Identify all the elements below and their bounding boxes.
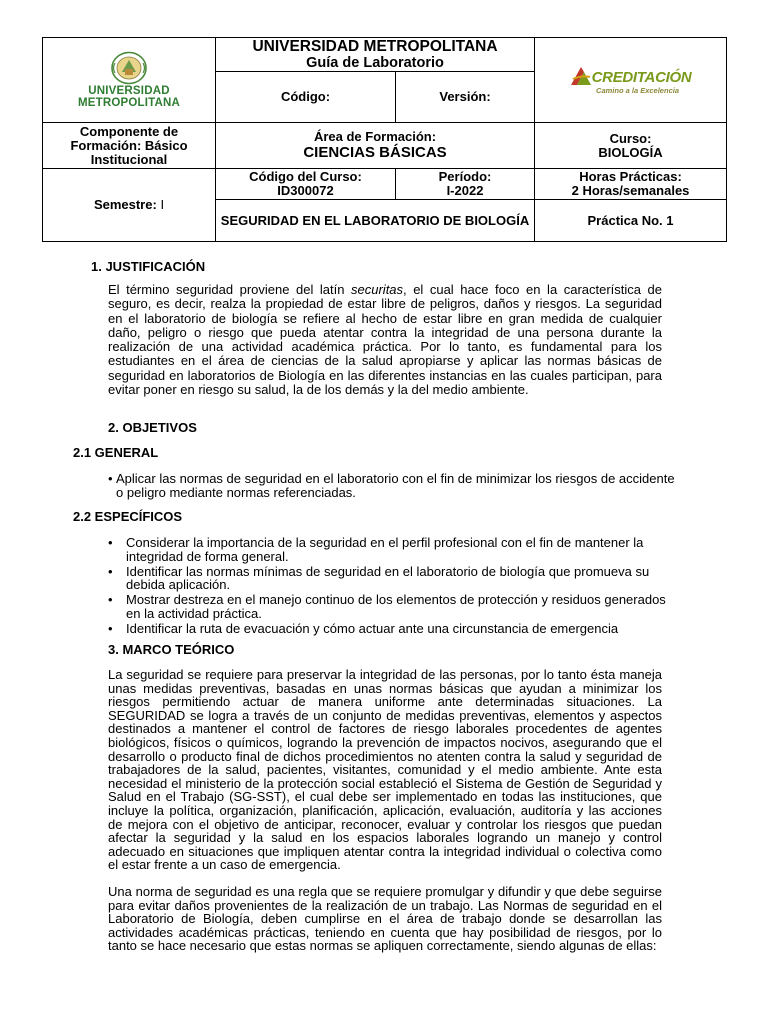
section-2-1-heading: 2.1 GENERAL [73, 445, 159, 460]
specific-objective-text: Considerar la importancia de la seguridad en el perfil profesional con el fin de mantener la integridad de forma general. [126, 535, 644, 564]
section-2-heading: 2. OBJETIVOS [108, 420, 197, 435]
specific-objective-text: Mostrar destreza en el manejo continuo de los elementos de protección y residuos generados en la actividad práctica. [126, 592, 666, 621]
practice-title: SEGURIDAD EN EL LABORATORIO DE BIOLOGÍA [220, 212, 530, 228]
list-bullet: • [108, 563, 113, 579]
marco-teorico-paragraph-2: Una norma de seguridad es una regla que se requiere promulgar y difundir y que debe seguirse para evitar daños provenientes de la realización de un trabajo. Las Normas de seguridad en el Laboratorio de Biología, deben cumplirse en el área de trabajo donde se desarrollan las actividades académicas prácticas, teniendo en cuenta que hay posibilidad de riesgos, por lo tanto se hace necesario que estas normas se apliquen correctamente, siendo algunas de ellas: [108, 884, 662, 954]
university-logo-line1: UNIVERSIDAD [88, 85, 170, 97]
semestre-value: I [160, 197, 165, 212]
marco-teorico-paragraph-1: La seguridad se requiere para preservar la integridad de las personas, por lo tanto ésta maneja unas medidas preventivas, basadas en unas normas básicas que ayudan a minimizar los riesgos permitiendo actuar de manera uniforme ante determinadas situaciones. La SEGURIDAD se logra a través de un conjunto de medidas preventivas, elementos y aspectos destinados a mantener el control de factores de riesgo laborales procedentes de agentes biológicos, físicos o químicos, logrando la prevención de impactos nocivos, asegurando que el desarrollo o producto final de dichos procedimientos no atenten contra la salud y seguridad de trabajadores de la salud, pacientes, visitantes, comunidad y el medio ambiente. Ante esta necesidad el ministerio de la protección social estableció el Sistema de Gestión de Seguridad y Salud en el Trabajo (SG-SST), el cual debe ser implementado en todas las instituciones, que incluye la política, organización, planificación, aplicación, evaluación, auditoría y las acciones de mejora con el objetivo de anticipar, reconocer, evaluar y controlar los riesgos que puedan afectar la seguridad y la salud en los espacios laborales logrando un manejo y control adecuado en situaciones que impliquen atentar contra la integridad individual o colectiva como el estar frente a un caso de emergencia. [108, 667, 662, 873]
general-objective [108, 472, 678, 500]
list-bullet: • [108, 620, 113, 636]
list-item [108, 593, 680, 621]
university-logo-cell [43, 38, 216, 123]
accreditation-logo [538, 66, 723, 95]
curso-label: Curso: [609, 130, 652, 146]
accreditation-logo-text: CREDITACIÓN [591, 68, 692, 86]
practice-title-cell [216, 200, 535, 242]
semestre-label: Semestre: [93, 197, 157, 212]
general-objective-bullet: • [108, 471, 113, 486]
list-bullet: • [108, 592, 113, 608]
componente-cell [43, 123, 216, 169]
horas-label: Horas Prácticas: [579, 169, 682, 184]
codigo-curso-cell [216, 169, 396, 200]
university-crest-icon [110, 51, 148, 85]
area-value: CIENCIAS BÁSICAS [303, 144, 447, 161]
horas-value: 2 Horas/semanales [571, 183, 690, 198]
list-bullet: • [108, 535, 113, 550]
justificacion-text-start: El término seguridad proviene del latín [108, 282, 352, 297]
codigo-curso-label: Código del Curso: [249, 169, 362, 184]
university-logo-line2: METROPOLITANA [77, 97, 181, 109]
semestre-cell [43, 169, 216, 242]
guide-title: Guía de Laboratorio [306, 55, 444, 71]
justificacion-italic-term: securitas [351, 282, 404, 297]
section-2-2-heading: 2.2 ESPECÍFICOS [73, 509, 183, 524]
accreditation-tagline: Camino a la Excelencia [596, 85, 679, 95]
curso-value: BIOLOGÍA [598, 144, 663, 160]
practice-number: Práctica No. 1 [587, 212, 674, 228]
version-label: Versión: [439, 89, 491, 104]
list-item [108, 565, 680, 593]
codigo-label: Código: [280, 89, 331, 104]
accreditation-logo-cell [535, 38, 727, 123]
codigo-cell [216, 72, 396, 123]
university-name: UNIVERSIDAD METROPOLITANA [252, 38, 498, 55]
horas-cell [535, 169, 727, 200]
specific-objective-text: Identificar la ruta de evacuación y cómo actuar ante una circunstancia de emergencia [126, 620, 619, 636]
section-1-heading: 1. JUSTIFICACIÓN [91, 259, 206, 274]
specific-objective-text: Identificar las normas mínimas de seguridad en el laboratorio de biología que promueva su debida aplicación. [126, 563, 650, 593]
university-title-cell [216, 38, 535, 72]
section-3-heading: 3. MARCO TEÓRICO [108, 642, 235, 657]
periodo-cell [396, 169, 535, 200]
codigo-curso-value: ID300072 [277, 183, 334, 198]
periodo-label: Período: [438, 169, 492, 184]
header-table [42, 37, 727, 242]
area-cell [216, 123, 535, 169]
general-objective-text: Aplicar las normas de seguridad en el laboratorio con el fin de minimizar los riesgos de accidente o peligro mediante normas referenciadas. [116, 471, 675, 500]
area-label: Área de Formación: [313, 129, 437, 144]
university-logo [46, 51, 212, 109]
practice-number-cell [535, 200, 727, 242]
version-cell [396, 72, 535, 123]
accreditation-a-icon [570, 66, 592, 86]
curso-cell [535, 123, 727, 169]
justificacion-paragraph [108, 283, 662, 397]
periodo-value: I-2022 [446, 183, 484, 198]
list-item [108, 622, 680, 636]
specific-objectives-list [108, 536, 680, 637]
list-item [108, 536, 680, 564]
justificacion-text-rest: , el cual hace foco en la característica de seguro, es decir, realza la propiedad de estar libre de peligros, daños y riesgos. La seguridad en el laboratorio de biología se refiere al hecho de estar libre en gran medida de cualquier daño, peligro o riesgo que pueda atentar contra la integridad de una persona durante la realización de una actividad académica práctica. Por lo tanto, es fundamental para los estudiantes en el área de ciencias de la salud apropiarse y aplicar las normas básicas de seguridad en laboratorios de Biología en las diferentes instancias en las cuales participan, para evitar poner en riesgo su salud, la de los demás y la del medio ambiente. [108, 282, 663, 398]
componente-formacion: Componente de Formación: Básico Institucional [70, 123, 188, 167]
